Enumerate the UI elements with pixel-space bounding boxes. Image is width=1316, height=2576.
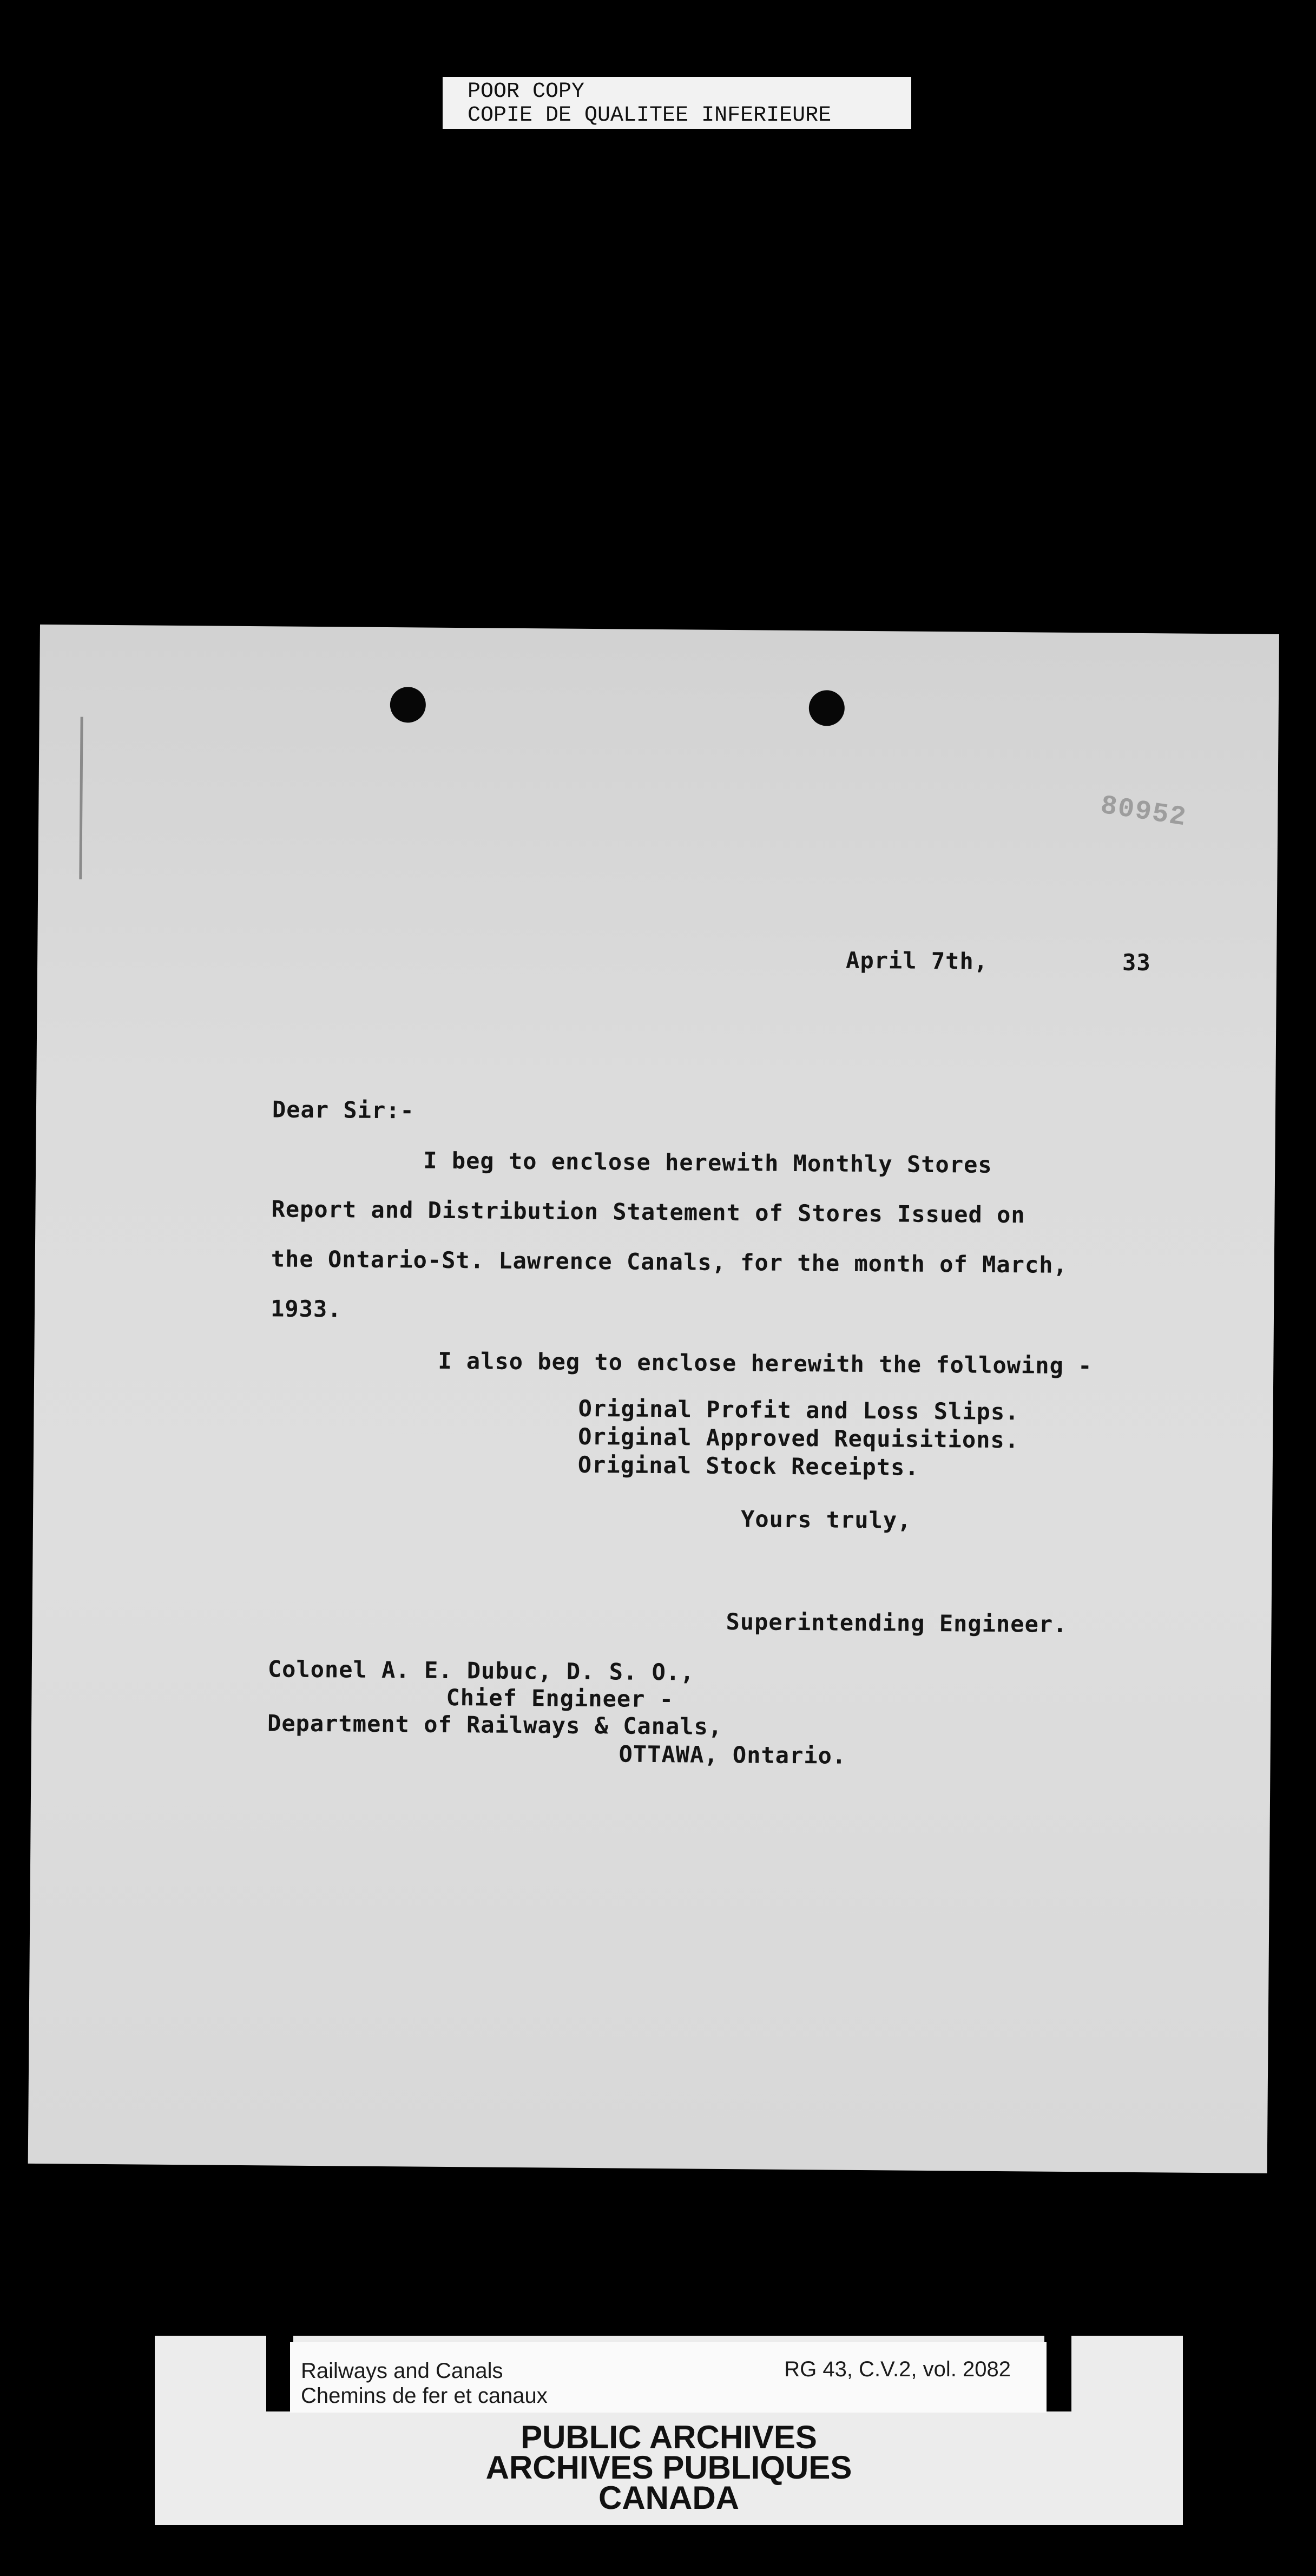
poor-copy-line-fr: COPIE DE QUALITEE INFERIEURE — [468, 103, 832, 128]
addressee-line-4: OTTAWA, Ontario. — [618, 1740, 847, 1769]
letter-year: 33 — [1122, 949, 1151, 976]
fonds-name-fr: Chemins de fer et canaux — [301, 2384, 548, 2408]
archive-reference-number: RG 43, C.V.2, vol. 2082 — [784, 2357, 1011, 2381]
enclosure-item: Original Approved Requisitions. — [578, 1423, 1019, 1454]
body-line-4: 1933. — [270, 1295, 342, 1323]
enclosure-item: Original Profit and Loss Slips. — [578, 1395, 1019, 1425]
body-line-1: I beg to enclose herewith Monthly Stores — [423, 1147, 992, 1178]
poor-copy-line-en: POOR COPY — [468, 80, 585, 104]
archive-title-country: CANADA — [598, 2480, 739, 2516]
addressee-line-2: Chief Engineer - — [446, 1684, 674, 1713]
body-line-3: the Ontario-St. Lawrence Canals, for the month of March, — [271, 1245, 1068, 1278]
archive-title-en: PUBLIC ARCHIVES — [521, 2419, 817, 2455]
body-line-2: Report and Distribution Statement of Stores Issued on — [271, 1195, 1025, 1228]
signature-title: Superintending Engineer. — [726, 1608, 1068, 1638]
archive-title-fr: ARCHIVES PUBLIQUES — [485, 2449, 852, 2486]
enclosure-item: Original Stock Receipts. — [577, 1451, 919, 1481]
punch-hole-right — [809, 690, 845, 726]
archive-reference-label — [290, 2342, 1047, 2413]
archive-card — [155, 2336, 1183, 2525]
letter-date: April 7th, — [845, 947, 989, 975]
also-enclose-line: I also beg to enclose herewith the following - — [438, 1347, 1093, 1379]
addressee-line-1: Colonel A. E. Dubuc, D. S. O., — [267, 1655, 695, 1686]
fonds-name-en: Railways and Canals — [301, 2359, 503, 2383]
salutation: Dear Sir:- — [272, 1096, 415, 1124]
card-tab-right — [1044, 2336, 1071, 2411]
closing: Yours truly, — [740, 1506, 912, 1534]
poor-copy-label — [443, 77, 911, 129]
archive-title — [155, 2419, 1183, 2516]
letter-sheet — [28, 625, 1279, 2173]
card-tab-left — [266, 2336, 293, 2411]
addressee-line-3: Department of Railways & Canals, — [267, 1710, 723, 1740]
punch-hole-left — [390, 687, 426, 723]
margin-mark — [79, 717, 83, 879]
file-number-stamp: 80952 — [1098, 790, 1189, 834]
